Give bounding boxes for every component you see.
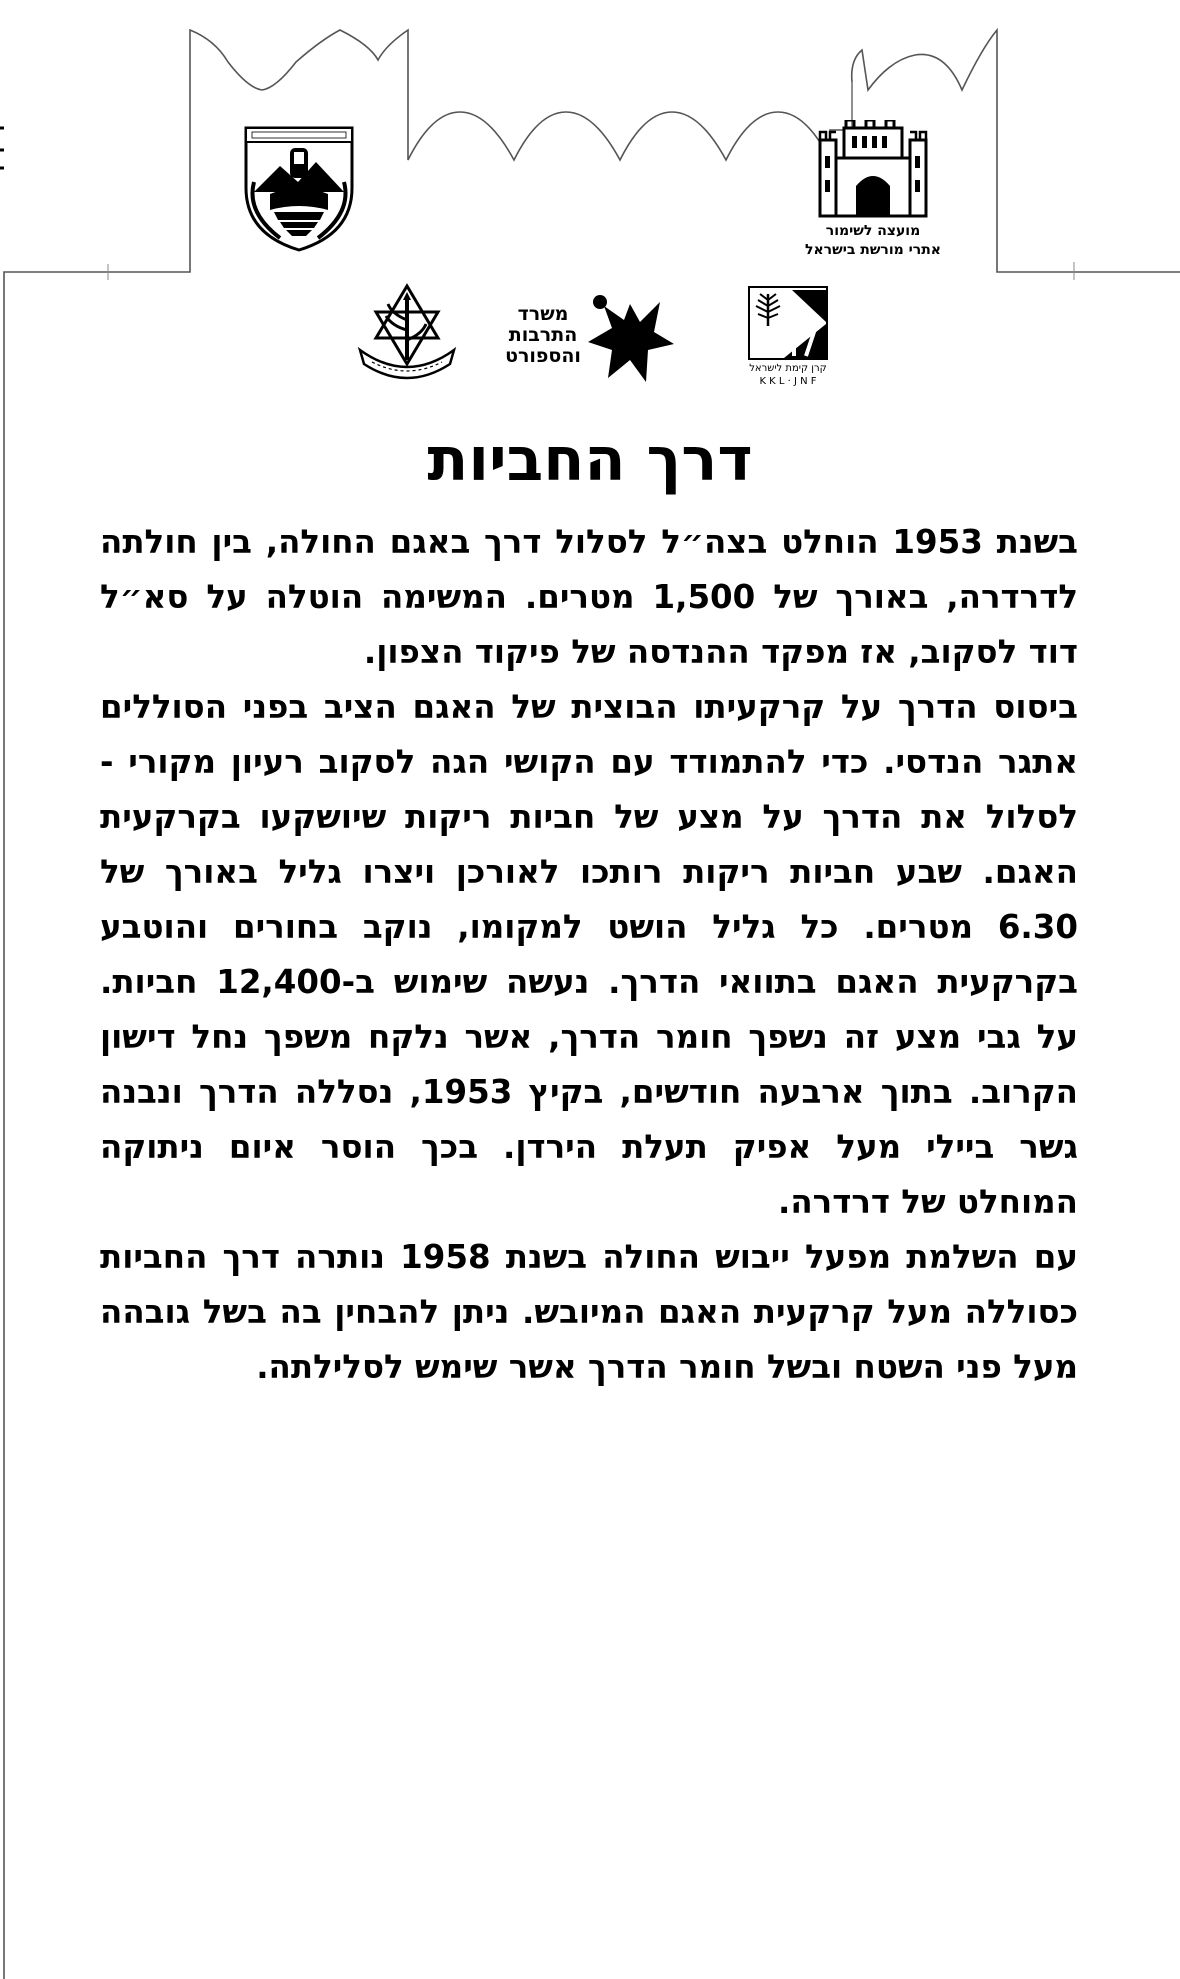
paragraph-3: עם השלמת מפעל ייבוש החולה בשנת 1958 נותרה דרך החביות כסוללה מעל קרקעית האגם המיובש. ניתן להבחין בה בשל גובהה מעל פני השטח ובשל חומר הדרך אשר שימש לסלילתה. (100, 1238, 1078, 1386)
page-title: דרך החביות (427, 425, 753, 495)
ministry-caption-line-2: התרבות (508, 324, 578, 346)
ministry-caption (498, 304, 588, 367)
paragraph-2: ביסוס הדרך על קרקעיתו הבוצית של האגם הציב בפני הסוללים אתגר הנדסי. כדי להתמודד עם הקושי הגה לסקוב רעיון מקורי - לסלול את הדרך על מצע של חביות ריקות שיושקעו בקרקעית האגם. שבע חביות ריקות רותכו לאורכן ויצרו גליל באורך של 6.30 מטרים. כל גליל הושט למקומו, נוקב בחורים והוטבע בקרקעית האגם בתוואי הדרך. נעשה שימוש ב-12,400 חביות. על גבי מצע זה נשפך חומר הדרך, אשר נלקח משפך נחל דישון הקרוב. בתוך ארבעה חודשים, בקיץ 1953, נסללה הדרך ונבנה גשר ביילי מעל אפיק תעלת הירדן. בכך הוסר איום ניתוקה המוחלט של דרדרה. (100, 688, 1079, 1221)
paragraph-1: בשנת 1953 הוחלט בצה״ל לסלול דרך באגם החולה, בין חולתה לדרדרה, באורך של 1,500 מטרים. המשימה הוטלה על סא״ל דוד לסקוב, אז מפקד ההנדסה של פיקוד הצפון. (100, 523, 1078, 671)
regional-council-emblem-icon (240, 122, 358, 254)
kkl-jnf-logo-icon (748, 286, 828, 360)
ministry-caption-line-1: משרד (517, 303, 569, 325)
ministry-caption-line-3: והספורט (505, 345, 581, 367)
ministry-star-icon (584, 292, 676, 388)
idf-emblem-icon (352, 280, 462, 388)
kkl-jnf-caption-line-1: קרן קימת לישראל (749, 363, 827, 374)
heritage-council-caption-line-2: אתרי מורשת בישראל (805, 242, 941, 258)
kkl-jnf-caption (740, 362, 836, 388)
body-text (100, 515, 1078, 1395)
heritage-council-logo-icon (818, 120, 928, 218)
kkl-jnf-caption-line-2: K K L · J N F (759, 376, 817, 387)
heritage-council-caption-line-1: מועצה לשימור (825, 223, 921, 239)
heritage-council-caption (790, 222, 956, 260)
